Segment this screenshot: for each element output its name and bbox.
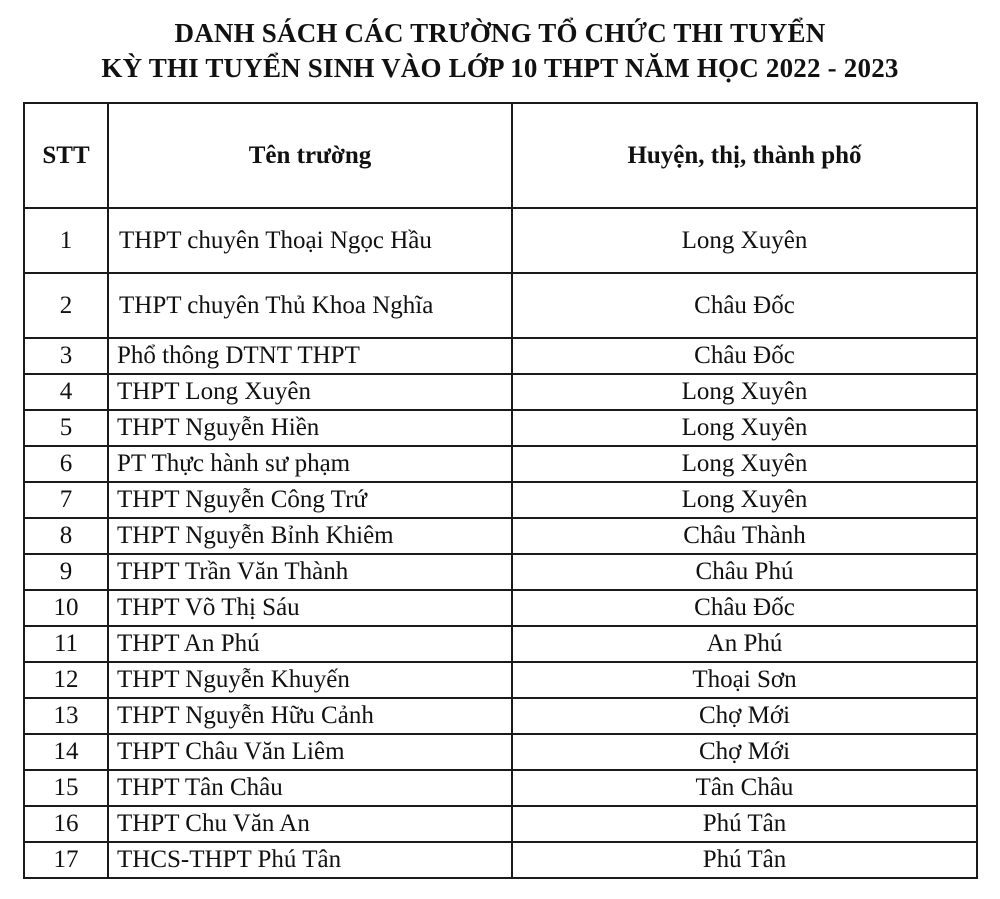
row-stt: 13 <box>24 698 108 734</box>
row-school: THPT Châu Văn Liêm <box>108 734 512 770</box>
row-school: THPT Tân Châu <box>108 770 512 806</box>
row-stt: 17 <box>24 842 108 878</box>
header-school-name: Tên trường <box>108 103 512 208</box>
table-row <box>24 446 977 482</box>
row-stt: 4 <box>24 374 108 410</box>
row-school: THPT Chu Văn An <box>108 806 512 842</box>
row-stt: 9 <box>24 554 108 590</box>
table-row <box>24 662 977 698</box>
row-stt: 7 <box>24 482 108 518</box>
table-row <box>24 554 977 590</box>
row-district: Phú Tân <box>512 842 977 878</box>
row-district: Châu Đốc <box>512 338 977 374</box>
row-district: Châu Thành <box>512 518 977 554</box>
row-stt: 16 <box>24 806 108 842</box>
row-school: THPT Võ Thị Sáu <box>108 590 512 626</box>
table-row <box>24 338 977 374</box>
table-row <box>24 374 977 410</box>
row-school: THPT Nguyễn Hiền <box>108 410 512 446</box>
row-district: Châu Đốc <box>512 590 977 626</box>
table-row <box>24 518 977 554</box>
table-row <box>24 842 977 878</box>
row-district: Long Xuyên <box>512 446 977 482</box>
row-school: THPT Nguyễn Bỉnh Khiêm <box>108 518 512 554</box>
row-school: THPT chuyên Thủ Khoa Nghĩa <box>108 273 512 338</box>
table-row <box>24 273 977 338</box>
row-school: THPT Long Xuyên <box>108 374 512 410</box>
row-school: THPT Nguyễn Công Trứ <box>108 482 512 518</box>
row-stt: 14 <box>24 734 108 770</box>
header-district: Huyện, thị, thành phố <box>512 103 977 208</box>
row-stt: 8 <box>24 518 108 554</box>
table-row <box>24 698 977 734</box>
row-district: Phú Tân <box>512 806 977 842</box>
schools-table <box>23 102 978 879</box>
row-school: THPT Nguyễn Khuyến <box>108 662 512 698</box>
row-district: An Phú <box>512 626 977 662</box>
table-row <box>24 626 977 662</box>
row-stt: 5 <box>24 410 108 446</box>
row-stt: 2 <box>24 273 108 338</box>
table-row <box>24 770 977 806</box>
row-stt: 1 <box>24 208 108 273</box>
row-district: Thoại Sơn <box>512 662 977 698</box>
table-row <box>24 208 977 273</box>
table-row <box>24 482 977 518</box>
header-stt: STT <box>24 103 108 208</box>
row-district: Chợ Mới <box>512 698 977 734</box>
row-stt: 6 <box>24 446 108 482</box>
table-row <box>24 806 977 842</box>
table-header-row <box>24 103 977 208</box>
row-stt: 11 <box>24 626 108 662</box>
row-school: THPT Trần Văn Thành <box>108 554 512 590</box>
row-district: Chợ Mới <box>512 734 977 770</box>
table-row <box>24 734 977 770</box>
document-title-line-1: DANH SÁCH CÁC TRƯỜNG TỔ CHỨC THI TUYỂN <box>174 18 826 48</box>
row-stt: 15 <box>24 770 108 806</box>
row-stt: 3 <box>24 338 108 374</box>
table-row <box>24 590 977 626</box>
row-school: THPT Nguyễn Hữu Cảnh <box>108 698 512 734</box>
row-school: PT Thực hành sư phạm <box>108 446 512 482</box>
row-stt: 12 <box>24 662 108 698</box>
document-title-line-2: KỲ THI TUYỂN SINH VÀO LỚP 10 THPT NĂM HỌC 2022 - 2023 <box>101 53 899 83</box>
row-district: Long Xuyên <box>512 208 977 273</box>
row-school: THCS-THPT Phú Tân <box>108 842 512 878</box>
row-school: THPT An Phú <box>108 626 512 662</box>
table-row <box>24 410 977 446</box>
row-stt: 10 <box>24 590 108 626</box>
row-school: Phổ thông DTNT THPT <box>108 338 512 374</box>
row-school: THPT chuyên Thoại Ngọc Hầu <box>108 208 512 273</box>
row-district: Long Xuyên <box>512 374 977 410</box>
row-district: Châu Phú <box>512 554 977 590</box>
row-district: Long Xuyên <box>512 482 977 518</box>
row-district: Châu Đốc <box>512 273 977 338</box>
row-district: Tân Châu <box>512 770 977 806</box>
row-district: Long Xuyên <box>512 410 977 446</box>
